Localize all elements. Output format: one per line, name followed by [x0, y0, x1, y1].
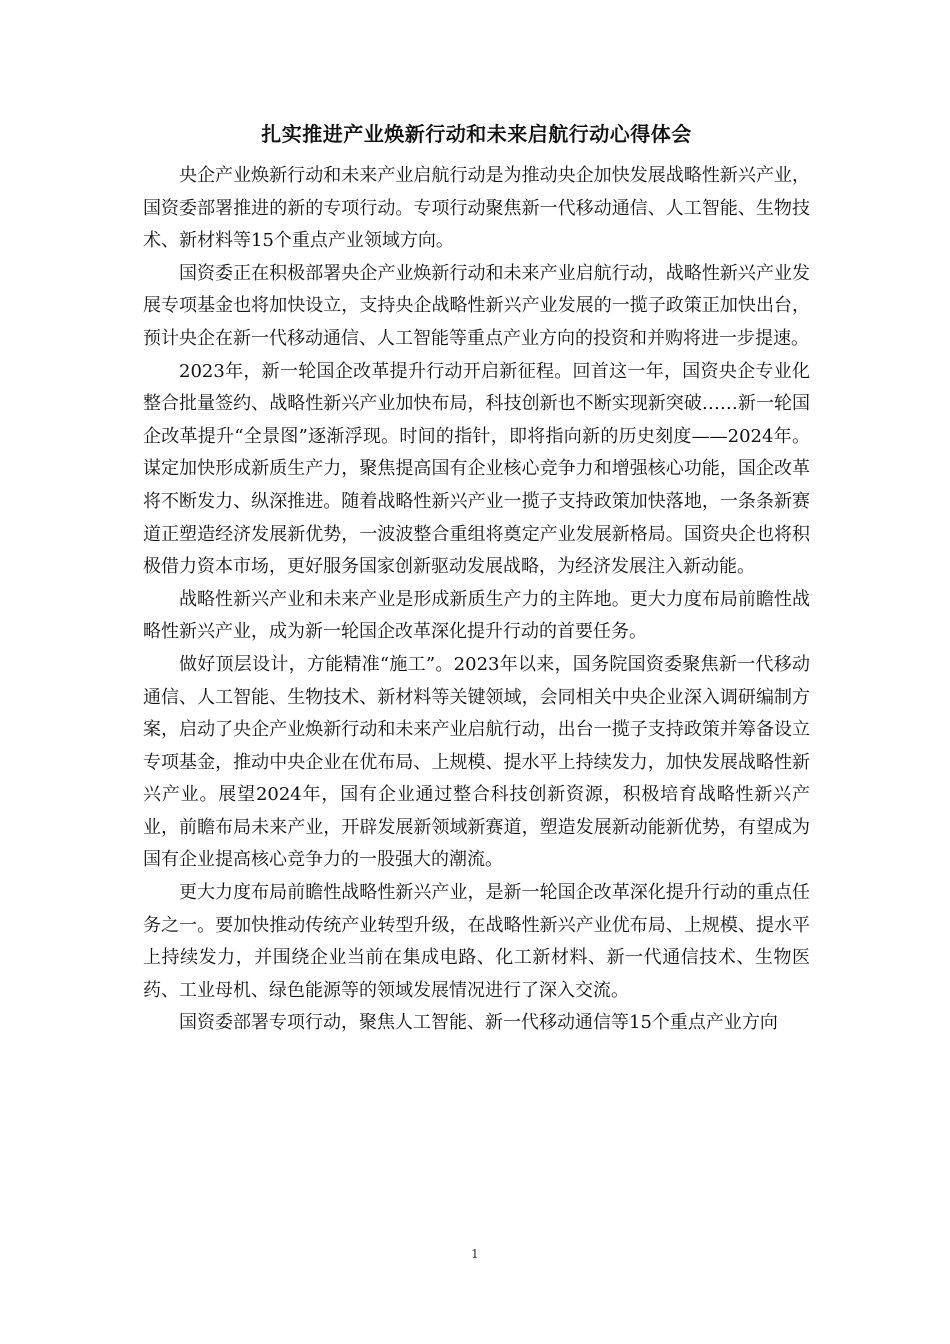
- page-number: 1: [471, 1247, 479, 1261]
- paragraph: 战略性新兴产业和未来产业是形成新质生产力的主阵地。更大力度布局前瞻性战略性新兴产业，成为新一轮国企改革深化提升行动的首要任务。: [143, 588, 810, 643]
- paragraph: 国资委正在积极部署央企产业焕新行动和未来产业启航行动，战略性新兴产业发展专项基金也将加快设立，支持央企战略性新兴产业发展的一揽子政策正加快出台，预计央企在新一代移动通信、人工智能等重点产业方向的投资和并购将进一步提速。: [143, 262, 810, 349]
- document-title: 扎实推进产业焕新行动和未来启航行动心得体会: [261, 122, 692, 146]
- paragraph: 2023年，新一轮国企改革提升行动开启新征程。回首这一年，国资央企专业化整合批量签约、战略性新兴产业加快布局，科技创新也不断实现新突破……新一轮国企改革提升“全景图”逐渐浮现。时间的指针，即将指向新的历史刻度——2024年。谋定加快形成新质生产力，聚焦提高国有企业核心竞争力和增强核心功能，国企改革将不断发力、纵深推进。随着战略性新兴产业一揽子支持政策加快落地，一条条新赛道正塑造经济发展新优势，一波波整合重组将奠定产业发展新格局。国资央企也将积极借力资本市场，更好服务国家创新驱动发展战略，为经济发展注入新动能。: [143, 360, 810, 578]
- paragraph: 国资委部署专项行动，聚焦人工智能、新一代移动通信等15个重点产业方向: [179, 1012, 778, 1034]
- paragraph: 做好顶层设计，方能精准“施工”。2023年以来，国务院国资委聚焦新一代移动通信、人工智能、生物技术、新材料等关键领域，会同相关中央企业深入调研编制方案，启动了央企产业焕新行动和未来产业启航行动，出台一揽子支持政策并筹备设立专项基金，推动中央企业在优布局、上规模、提水平上持续发力，加快发展战略性新兴产业。展望2024年，国有企业通过整合科技创新资源，积极培育战略性新兴产业，前瞻布局未来产业，开辟发展新领域新赛道，塑造发展新动能新优势，有望成为国有企业提高核心竞争力的一股强大的潮流。: [143, 653, 810, 871]
- paragraph: 央企产业焕新行动和未来产业启航行动是为推动央企加快发展战略性新兴产业，国资委部署推进的新的专项行动。专项行动聚焦新一代移动通信、人工智能、生物技术、新材料等15个重点产业领域方向。: [143, 165, 810, 252]
- paragraph: 更大力度布局前瞻性战略性新兴产业，是新一轮国企改革深化提升行动的重点任务之一。要加快推动传统产业转型升级，在战略性新兴产业优布局、上规模、提水平上持续发力，并围绕企业当前在集成电路、化工新材料、新一代通信技术、生物医药、工业母机、绿色能源等的领域发展情况进行了深入交流。: [143, 882, 810, 1001]
- document-body: [143, 116, 810, 1040]
